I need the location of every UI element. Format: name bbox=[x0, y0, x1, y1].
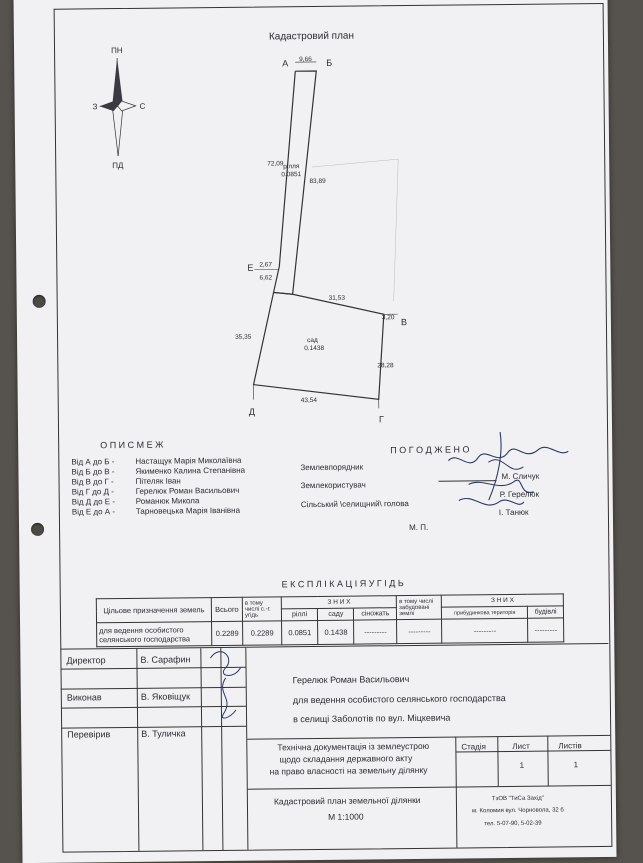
company-phone: тел. 5-07-90, 5-02-39 bbox=[484, 821, 541, 828]
point-e: Е bbox=[247, 263, 253, 273]
faint-line bbox=[392, 159, 399, 301]
boundary-row: Від В до Г - Пітеляк Іван bbox=[72, 477, 246, 489]
approval-role-user: Землекористувач bbox=[301, 481, 366, 490]
dim-left2: 35,35 bbox=[235, 334, 252, 341]
faint-line bbox=[312, 159, 398, 167]
header-hay: сіножать bbox=[354, 608, 397, 620]
dim-ab: 9,66 bbox=[299, 56, 312, 63]
header-built: в тому числі забудовані землі bbox=[397, 595, 442, 619]
director-name: В. Сарафин bbox=[140, 655, 190, 665]
header-purpose: Цільове призначення земель bbox=[96, 598, 211, 623]
cell-arable: 0.0851 bbox=[282, 620, 318, 644]
cell-buildings: --------- bbox=[528, 618, 564, 642]
director-label: Директор bbox=[66, 656, 105, 665]
owner-line2: для ведення особистого селянського господарства bbox=[293, 694, 506, 705]
approval-role-head: Сільський \селищний\ голова bbox=[301, 500, 409, 509]
cadastral-plan-drawing bbox=[13, 0, 612, 447]
table-row bbox=[97, 618, 564, 647]
header-agri: в тому числі с.-г. угідь bbox=[242, 597, 281, 621]
sheet-number: 1 bbox=[520, 762, 525, 770]
point-d: Д bbox=[249, 407, 255, 417]
document-sheet bbox=[13, 0, 616, 863]
plot2-name: сад bbox=[307, 337, 318, 344]
approval-name-user: Р. Герелюк bbox=[500, 491, 539, 499]
stage-label: Стадія bbox=[461, 743, 486, 751]
compass-rose bbox=[92, 46, 146, 171]
explication-table bbox=[96, 593, 564, 647]
checker-label: Перевірив bbox=[67, 730, 110, 739]
header-of: З Н И Х bbox=[281, 596, 396, 609]
header-buildings: будівлі bbox=[528, 606, 564, 618]
plot1-area: 0.0851 bbox=[281, 171, 301, 178]
dim-mid: 31,53 bbox=[329, 295, 346, 302]
cell-built: --------- bbox=[397, 619, 442, 643]
cell-agri: 0.2289 bbox=[243, 621, 282, 645]
approval-role-surveyor: Землевпорядник bbox=[300, 463, 363, 472]
plan-line1: Кадастровий план земельної ділянки bbox=[274, 796, 421, 806]
header-garden: саду bbox=[318, 608, 354, 620]
header-arable: ріллі bbox=[281, 608, 317, 620]
plot2-area: 0.1438 bbox=[304, 345, 324, 352]
dim-left1: 72,09 bbox=[267, 160, 284, 167]
plan-line2: М 1:1000 bbox=[328, 813, 364, 822]
doc-line1: Технічна документація із землеустрою bbox=[277, 742, 429, 752]
cell-purpose: для ведення особистого селянського господарства bbox=[97, 622, 212, 647]
cell-yard: --------- bbox=[442, 618, 528, 643]
doc-line2: щодо складання державного акту bbox=[279, 754, 412, 764]
compass-east: С bbox=[140, 102, 146, 111]
compass-south: ПД bbox=[112, 161, 124, 170]
point-v: В bbox=[401, 317, 407, 327]
cell-garden: 0.1438 bbox=[318, 620, 354, 644]
sheets-label: Листів bbox=[558, 742, 582, 750]
approval-name-surveyor: М. Сличук bbox=[501, 473, 539, 481]
sheets-total: 1 bbox=[574, 761, 579, 769]
point-g: Г bbox=[379, 414, 384, 424]
point-b: Б bbox=[326, 58, 332, 68]
point-a: А bbox=[282, 58, 288, 68]
compass-north: ПН bbox=[111, 46, 123, 55]
page-title: Кадастровий план bbox=[269, 32, 354, 43]
executor-label: Виконав bbox=[67, 693, 102, 702]
approval-mp: М. П. bbox=[409, 524, 428, 532]
company-address: м. Коломия вул. Чорновола, 32 б bbox=[472, 807, 564, 814]
executor-name: В. Яковіщук bbox=[141, 692, 190, 702]
header-yard: прибудинкова територія bbox=[442, 606, 528, 619]
punch-hole bbox=[31, 523, 44, 536]
doc-line3: на право власності на земельну ділянку bbox=[270, 766, 428, 776]
header-total: Всього bbox=[211, 597, 242, 621]
boundary-row: Від Д до Е - Романюк Микола bbox=[72, 497, 246, 509]
boundary-row: Від Б до В - Якименко Калина Степанівна bbox=[71, 467, 245, 479]
handwritten-signatures bbox=[428, 421, 579, 523]
company-name: ТзОВ "ТиСа Захід" bbox=[492, 796, 544, 803]
signatures-column bbox=[60, 648, 247, 852]
compass-west: З bbox=[93, 102, 98, 111]
dim-bottom: 43,54 bbox=[301, 397, 318, 404]
owner-line1: Герелюк Роман Васильович bbox=[293, 675, 410, 685]
plot1-name: рілля bbox=[283, 162, 300, 170]
dim-right1: 83,89 bbox=[309, 178, 326, 185]
boundaries-title: О П И С М Е Ж bbox=[100, 441, 163, 451]
dim-e-top: 2,67 bbox=[259, 261, 272, 268]
boundary-row: Від Г до Д - Герелюк Роман Васильович bbox=[72, 487, 246, 499]
land-plot bbox=[250, 61, 401, 410]
cell-total: 0.2289 bbox=[212, 621, 243, 645]
boundary-row: Від А до Б - Настащук Марія Миколаївна bbox=[71, 457, 245, 469]
approval-title: П О Г О Д Ж Е Н О bbox=[390, 445, 469, 455]
sheet-label: Лист bbox=[512, 743, 529, 751]
title-block bbox=[60, 643, 610, 852]
info-column bbox=[245, 644, 611, 850]
header-of2: З Н И Х bbox=[442, 594, 564, 607]
dim-v-small: 3,20 bbox=[382, 314, 395, 321]
boundaries-list bbox=[71, 457, 245, 519]
owner-line3: в селищі Заболотів по вул. Міцкевича bbox=[293, 714, 450, 725]
dim-right2: 28,28 bbox=[377, 362, 394, 369]
checker-name: В. Туличка bbox=[141, 729, 186, 738]
approval-name-head: І. Танюк bbox=[499, 509, 529, 517]
boundary-row: Від Е до А - Тарновецька Марія Іванівна bbox=[72, 507, 246, 519]
cell-hay: --------- bbox=[354, 620, 397, 644]
explication-title: Е К С П Л І К А Ц І Я У Г І Д Ь bbox=[282, 579, 404, 589]
dim-e-side: 6,62 bbox=[259, 274, 272, 281]
